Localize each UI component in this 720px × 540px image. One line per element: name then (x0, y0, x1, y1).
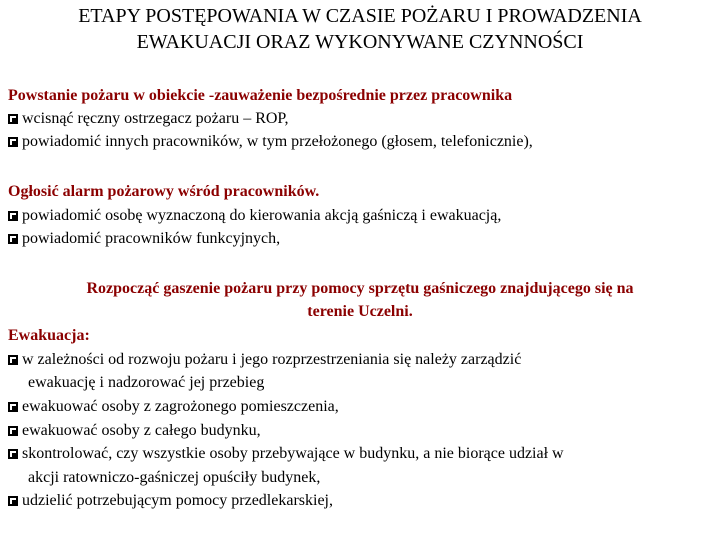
checkbox-bullet-icon (8, 426, 18, 436)
list-item (8, 206, 501, 226)
list-item-text: powiadomić innych pracowników, w tym przełożonego (głosem, telefonicznie), (22, 133, 533, 150)
list-item (8, 350, 521, 370)
section-heading-extinguish-line-1: Rozpocząć gaszenie pożaru przy pomocy sprzętu gaśniczego znajdującego się na (86, 280, 634, 297)
list-item-continuation: akcji ratowniczo-gaśniczej opuściły budynek, (28, 469, 321, 486)
list-item-text: powiadomić osobę wyznaczoną do kierowania akcją gaśniczą i ewakuacją, (22, 207, 502, 224)
checkbox-bullet-icon (8, 355, 18, 365)
list-item (8, 421, 261, 441)
checkbox-bullet-icon (8, 211, 18, 221)
list-item (8, 444, 564, 464)
list-item (8, 229, 280, 249)
list-item-text: udzielić potrzebującym pomocy przedlekarskiej, (22, 492, 333, 509)
list-item-text: w zależności od rozwoju pożaru i jego rozprzestrzeniania się należy zarządzić (22, 351, 522, 368)
section-heading-evacuation: Ewakuacja: (8, 327, 90, 344)
checkbox-bullet-icon (8, 234, 18, 244)
list-item-text: ewakuować osoby z zagrożonego pomieszczenia, (22, 398, 339, 415)
list-item (8, 397, 339, 417)
list-item-continuation: ewakuację i nadzorować jej przebieg (28, 374, 265, 391)
section-heading-alarm: Ogłosić alarm pożarowy wśród pracowników. (8, 183, 320, 200)
list-item-text: powiadomić pracowników funkcyjnych, (22, 230, 281, 247)
list-item (8, 132, 533, 152)
section-heading-fire-detected: Powstanie pożaru w obiekcie -zauważenie bezpośrednie przez pracownika (8, 87, 513, 104)
list-item-text: ewakuować osoby z całego budynku, (22, 422, 261, 439)
title-line-2: EWAKUACJI ORAZ WYKONYWANE CZYNNOŚCI (136, 31, 584, 53)
list-item-text: wcisnąć ręczny ostrzegacz pożaru – ROP, (22, 110, 289, 127)
list-item-text: skontrolować, czy wszystkie osoby przebywające w budynku, a nie biorące udział w (22, 445, 564, 462)
checkbox-bullet-icon (8, 114, 18, 124)
section-heading-extinguish-line-2: terenie Uczelni. (307, 303, 413, 320)
checkbox-bullet-icon (8, 449, 18, 459)
title-line-1: ETAPY POSTĘPOWANIA W CZASIE POŻARU I PROWADZENIA (78, 5, 642, 27)
checkbox-bullet-icon (8, 402, 18, 412)
list-item (8, 109, 289, 129)
checkbox-bullet-icon (8, 496, 18, 506)
list-item (8, 491, 333, 511)
checkbox-bullet-icon (8, 137, 18, 147)
